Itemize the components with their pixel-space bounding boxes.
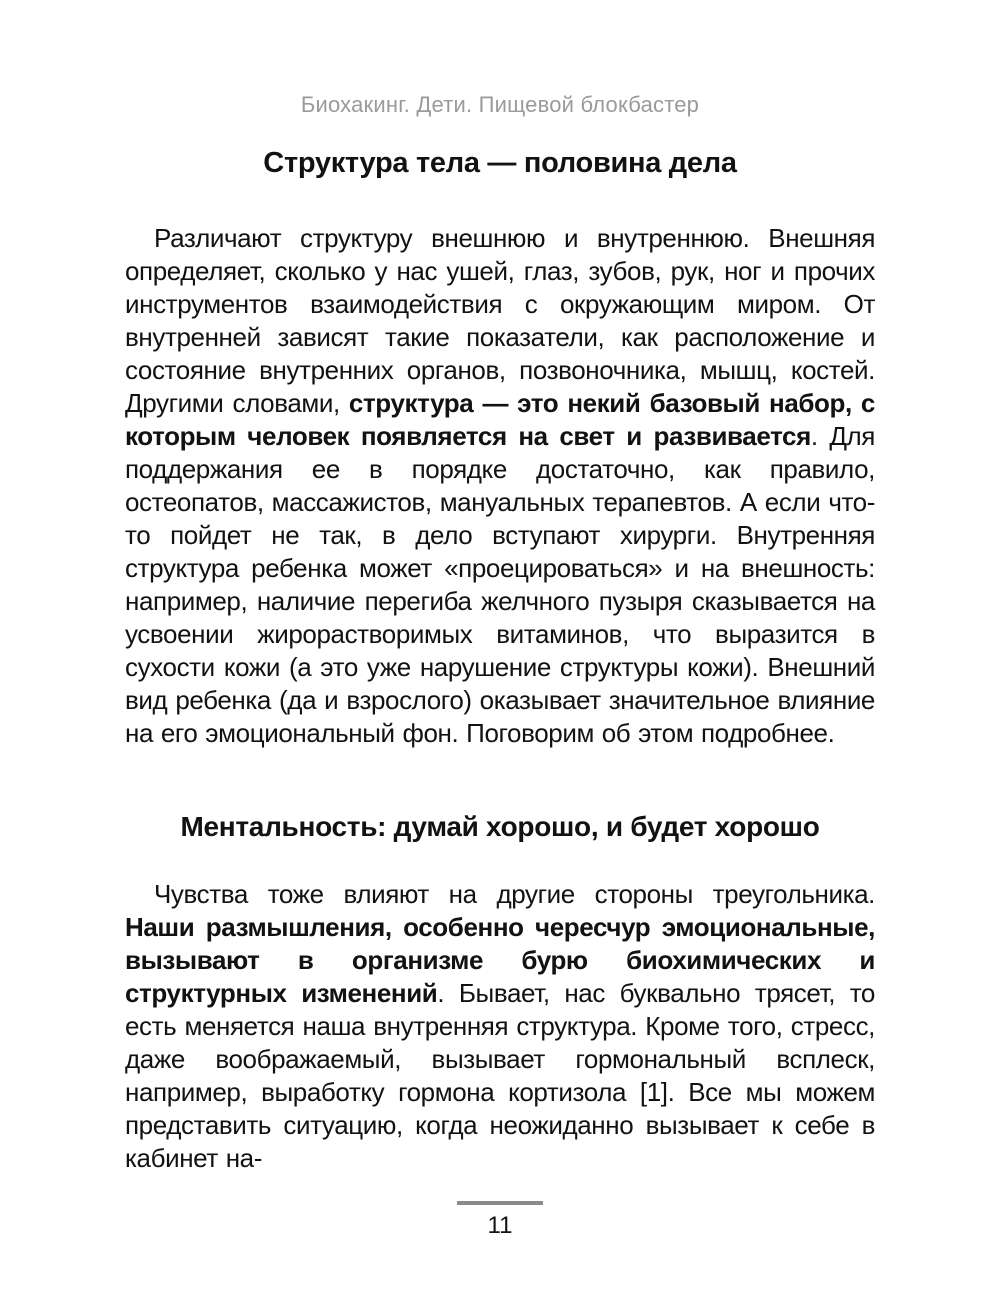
paragraph-run-bold: Наши размышления, особенно чересчур эмоциональные, вызывают в организме бурю биохимических и структурных изменений bbox=[125, 912, 875, 1008]
footer-rule bbox=[457, 1201, 543, 1205]
section-title-mentality: Ментальность: думай хорошо, и будет хорошо bbox=[180, 811, 820, 842]
paragraph-structure bbox=[125, 222, 875, 750]
paragraph-mentality bbox=[125, 878, 875, 1175]
section-title-structure: Структура тела — половина дела bbox=[263, 147, 737, 179]
paragraph-run: Чувства тоже влияют на другие стороны треугольника. bbox=[154, 879, 875, 909]
text-column bbox=[125, 92, 875, 1175]
page-number: 11 bbox=[487, 1212, 513, 1239]
paragraph-run: Различают структуру внешнюю и внутреннюю. Внешняя определяет, сколько у нас ушей, глаз, зубов, рук, ног и прочих инструментов взаимодействия с окружающим миром. От внутренней зависят такие показатели, как расположение и состояние внутренних органов, позвоночника, мышц, костей. Другими словами, bbox=[125, 223, 875, 418]
paragraph-run: . Бывает, нас буквально трясет, то есть меняется наша внутренняя структура. Кроме того, стресс, даже воображаемый, вызывает гормональный всплеск, например, выработку гормона кортизола [1]. Все мы можем представить ситуацию, когда неожиданно вызывает к себе в кабинет на- bbox=[125, 978, 875, 1173]
running-header: Биохакинг. Дети. Пищевой блокбастер bbox=[300, 92, 700, 117]
paragraph-run-bold: структура — это некий базовый набор, с которым человек появляется на свет и развивается bbox=[125, 388, 875, 451]
paragraph-run: . Для поддержания ее в порядке достаточно, как правило, остеопатов, массажистов, мануальных терапевтов. А если что-то пойдет не так, в дело вступают хирурги. Внутренняя структура ребенка может «проецироваться» и на внешность: например, наличие перегиба желчного пузыря сказывается на усвоении жирорастворимых витаминов, что выразится в сухости кожи (а это уже нарушение структуры кожи). Внешний вид ребенка (да и взрослого) оказывает значительное влияние на его эмоциональный фон. Поговорим об этом подробнее. bbox=[125, 421, 875, 748]
